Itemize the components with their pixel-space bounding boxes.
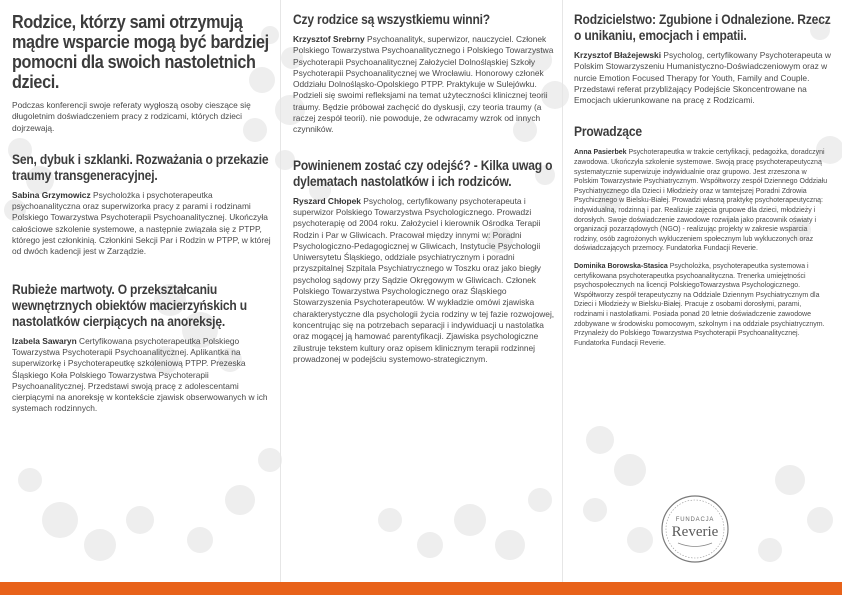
speaker-bio-srebrny (293, 34, 558, 136)
speaker-bio-grzymowicz (12, 190, 274, 258)
speaker-bio-blazejewski (574, 50, 832, 106)
svg-text:Reverie: Reverie (671, 524, 719, 540)
column-3 (574, 12, 832, 348)
speaker-name: Krzysztof Błażejewski (574, 50, 662, 60)
column-2 (293, 12, 558, 365)
section-heading-parenthood: Rodzicielstwo: Zgubione i Odnalezione. Rzecz o unikaniu, emocjach i empatii. (574, 12, 831, 43)
host-bio-pasierbek (574, 148, 832, 254)
section-heading-trauma: Sen, dybuk i szklanki. Rozważania o przekazie traumy transgeneracyjnej. (12, 151, 269, 183)
speaker-bio-text: Psycholożka i psychoterapeutka psychoanalityczna oraz superwizorka pracy z parami i rodzinami Polskiego Towarzystwa Psychoterapii Psychoanalitycznej. Ukończyła całościowe szkolenie systemowe, a następnie związała się z PTPP, którego jest członkinią. Członkini Sekcji Par i Rodzin w PTPP, w której od dwóch kadencji jest w Zarządzie. (12, 189, 271, 257)
speaker-bio-text: Psycholog, certyfikowany Psychoterapeuta w Polskim Stowarzyszeniu Humanistyczno-Doświadczeniowym oraz w nurcie Emotion Focused Therapy for Youth, Family and Couple. Przedstawi referat przybliżający Podejście Skoncentrowane na Emocjach ukierunkowane na pracę z Rodzicami. (574, 50, 831, 106)
speaker-bio-text: Psychoanalityk, superwizor, nauczyciel. Członek Polskiego Towarzystwa Psychoanalitycznego i Polskiego Towarzystwa Psychoterapii Psychoanalitycznej Założyciel Dolnośląskiej Szkoły Psychoterapii Psychoanalitycznej we Wrocławiu. Honorowy członek Oddziału Dolnośląsko-Opolskiego PTPP. Praktykuje w Sulejówku. Podzieli się swoimi refleksjami na temat użyteczności klinicznej teorii traumy. Będzie próbował zachęcić do dyskusji, czy teoria traumy (a raczej zespół teorii). nie powoduje, że odwracamy wzrok od innych czynników. (293, 34, 554, 135)
host-name: Anna Pasierbek (574, 149, 627, 157)
host-bio-text: Psychoterapeutka w trakcie certyfikacji, pedagożka, doradczyni zawodowa. Ukończyła szkolenie systemowe. Swoją pracę psychoterapeutyczną systematycznie superwizuje indywidualnie oraz grupowo. Jest zrzeszona w Polskim Towarzystwie Psychiatrycznym. Współtworzy zespół Dziennego Oddziału Psychiatrycznego dla Dzieci i Młodzieży oraz w tamtejszej Poradni Zdrowia Psychicznego w Bielsku-Białej. Prowadzi własną praktykę psychoterapeutyczną: indywidualną, rodzinną i par. Realizuje zajęcia grupowe dla dzieci, młodzieży i dorosłych. Swoje doświadczenie zawodowe rozwijała jako pracownik oświaty i organizacji pozarządowych (NGO) - realizując projekty w zakresie wsparcia rodziny, osób zagrożonych wykluczeniem społecznym lub wykluczonych oraz doświadczających przemocy. Fundatorka Fundacji Reverie. (574, 149, 828, 253)
section-heading-anorexia: Rubieże martwoty. O przekształcaniu wewnętrznych obiektów macierzyńskich u nastolatków cierpiących na anoreksję. (12, 281, 247, 329)
speaker-bio-chlopek (293, 196, 558, 365)
speaker-name: Sabina Grzymowicz (12, 189, 91, 200)
speaker-name: Ryszard Chłopek (293, 195, 361, 206)
section-heading-hosts: Prowadzące (574, 124, 642, 140)
fundacja-reverie-logo (660, 494, 730, 564)
main-title: Rodzice, którzy sami otrzymują mądre wsparcie mogą być bardziej pomocni dla swoich nastoletnich dzieci. (12, 12, 269, 92)
speaker-bio-sawaryn (12, 336, 274, 415)
host-bio-text: Psycholożka, psychoterapeutka systemowa i certyfikowana psychoterapeutka psychoanalityczna. Trenerka umiejętności psychospołecznych na licencji PolskiegoTowarzystwa Psychologicznego. Współtworzy zespół terapeutyczny na Oddziale Dziennym Psychiatrycznym dla Dzieci i Młodzieży w Bielsku-Białej. Pracuje z osobami dorosłymi, parami, rodzinami i nastolatkami. Posiada ponad 20 letnie doświadczenie zawodowe zdobywane w środowisku pomocowym, szkolnym i na oddziale psychiatrycznym. Przynależy do Polskiego Towarzystwa Psychoterapii Psychoanalitycznej. Fundatorka Fundacji Reverie. (574, 263, 825, 347)
section-heading-parents: Czy rodzice są wszystkiemu winni? (293, 12, 491, 27)
speaker-bio-text: Psycholog, certyfikowany psychoterapeuta i superwizor Polskiego Towarzystwa Psychologicznego. Prowadzi psychoterapię od 2004 roku. Założyciel i kierownik Ośrodka Terapii Rodzin i Par w Gliwicach. Pracował między innymi w: Poradni Psychologiczno-Pedagogicznej w Gliwicach, Instytucie Psychologii Uniwersytetu Śląskiego, oddziale psychiatrycznym i poradni przyszpitalnej Szpitala Psychiatrycznego w Toszku oraz jako biegły psycholog sądowy przy Sądzie Okręgowym w Gliwicach. Członek Polskiego Towarzystwa Psychologicznego oraz Śląskiego Stowarzyszenia Psychoterapeutów. W wykładzie omówi zjawiska charakterystyczne dla psychologii życia rodziny w tej fazie rozwojowej, koncentrując się na potrzebach separacji i indywiduacji u nastolatka oraz mogącej ją hamować parentyfikacji. Zjawiska psychologiczne zilustruje tekstem kultury oraz opisem klinicznym terapii rodzinnej prowadzonej w podejściu systemowo-strategicznym. (293, 195, 555, 364)
column-1 (12, 0, 274, 415)
section-heading-dilemmas: Powinienem zostać czy odejść? - Kilka uwag o dylematach nastolatków i ich rodziców. (293, 157, 553, 189)
host-bio-borowska-stasica (574, 262, 832, 348)
intro-text: Podczas konferencji swoje referaty wygłoszą osoby cieszące się długoletnim doświadczeniem pracy z rodzicami, których dzieci dojrzewają. (12, 100, 251, 133)
bottom-accent-bar (0, 582, 842, 595)
fold-line-1 (280, 0, 281, 582)
host-name: Dominika Borowska-Stasica (574, 263, 668, 271)
fold-line-2 (562, 0, 563, 582)
speaker-name: Krzysztof Srebrny (293, 34, 365, 44)
speaker-bio-text: Certyfikowana psychoterapeutka Polskiego Towarzystwa Psychoterapii Psychoanalitycznej. Aplikantka na superwizorkę i Psychoterapeutkę szkoleniową PTPP. Prezeska Śląskiego Koła Polskiego Towarzystwa Psychoterapii Psychoanalitycznej. Przedstawi swoją pracę z adolescentami cierpiącymi na anoreksję w kontekście zjawisk obserwowanych w ich systemach rodzinnych. (12, 335, 268, 414)
svg-text:FUNDACJA: FUNDACJA (675, 517, 715, 523)
speaker-name: Izabela Sawaryn (12, 335, 77, 346)
